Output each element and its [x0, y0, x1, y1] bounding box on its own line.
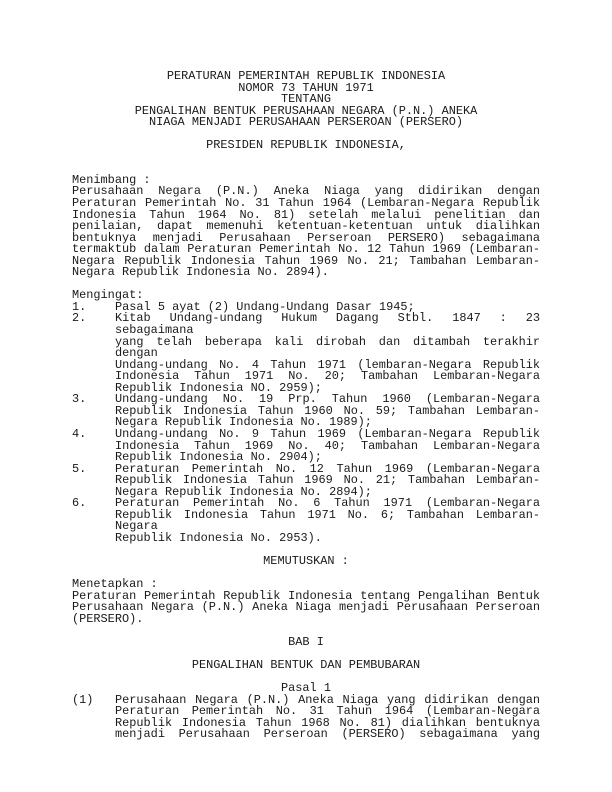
item-line: Republik Indonesia Tahun 1960 No. 59; Tambahan Lembaran-: [115, 403, 540, 418]
document-header: [72, 71, 540, 152]
item-line: Negara Republik Indonesia No. 2894);: [115, 484, 372, 499]
item-line: Negara Republik Indonesia No. 1989);: [115, 415, 372, 430]
menetapkan-line: Peraturan Pemerintah Republik Indonesia tentang Pengalihan Bentuk: [72, 588, 540, 603]
item-line: Republik Indonesia NO. 2959);: [115, 380, 322, 395]
header-line: NIAGA MENJADI PERUSAHAAN PERSEROAN (PERSERO): [149, 115, 463, 130]
mengingat-label: Mengingat:: [72, 288, 144, 303]
item-line: Perusahaan Negara (P.N.) Aneka Niaga yang didirikan dengan: [115, 692, 540, 707]
menimbang-line: bentuknya menjadi Perusahaan Perseroan PERSERO) sebagaimana: [72, 230, 540, 245]
item-line: Republik Indonesia Tahun 1968 No. 81) dialihkan bentuknya: [115, 715, 540, 730]
item-line: Peraturan Pemerintah No. 6 Tahun 1971 (Lembaran-Negara: [115, 496, 540, 511]
item-line: Republik Indonesia Tahun 1969 No. 21; Tambahan Lembaran-: [115, 473, 540, 488]
item-line: Republik Indonesia Tahun 1971 No. 6; Tambahan Lembaran-Negara: [115, 507, 540, 534]
menimbang-line: Negara Republik Indonesia Tahun 1969 No. 21; Tambahan Lembaran-: [72, 253, 540, 268]
menetapkan-line: Perusahaan Negara (P.N.) Aneka Niaga menjadi Perusahaan Perseroan: [72, 600, 540, 615]
memutuskan-heading: MEMUTUSKAN :: [263, 553, 349, 568]
item-line: Indonesia Tahun 1971 No. 20; Tambahan Lembaran-Negara: [115, 369, 540, 384]
item-line: Indonesia Tahun 1969 No. 40; Tambahan Lembaran-Negara: [115, 438, 540, 453]
pasal-title: Pasal 1: [281, 680, 331, 695]
menimbang-label: Menimbang :: [72, 172, 151, 187]
president-heading: PRESIDEN REPUBLIK INDONESIA,: [206, 138, 406, 153]
menimbang-line: Perusahaan Negara (P.N.) Aneka Niaga yang didirikan dengan: [72, 184, 540, 199]
item-number: 4.: [72, 426, 87, 441]
item-line: Pasal 5 ayat (2) Undang-Undang Dasar 1945;: [115, 299, 415, 314]
menimbang-line: Peraturan Pemerintah No. 31 Tahun 1964 (Lembaran-Negara Republik: [72, 196, 540, 211]
menimbang-line: Negara Republik Indonesia No. 2894).: [72, 265, 329, 280]
item-line: menjadi Perusahaan Perseroan (PERSERO) sebagaimana yang: [115, 727, 540, 742]
menetapkan-section: [72, 579, 540, 625]
menimbang-line: termaktub dalam Peraturan Pemerintah No. 12 Tahun 1969 (Lembaran-: [72, 242, 540, 257]
bab-subtitle: PENGALIHAN BENTUK DAN PEMBUBARAN: [191, 657, 421, 672]
menimbang-line: penilaian, dapat memenuhi ketentuan-ketentuan untuk dialihkan: [72, 219, 540, 234]
mengingat-section: [72, 290, 540, 544]
pasal-item-1: [72, 692, 540, 742]
menimbang-section: [72, 172, 540, 280]
header-line: TENTANG: [281, 92, 331, 107]
header-line: PENGALIHAN BENTUK PERUSAHAAN NEGARA (P.N.) ANEKA: [134, 103, 478, 118]
header-line: NOMOR 73 TAHUN 1971: [238, 80, 374, 95]
item-line: Kitab Undang-undang Hukum Dagang Stbl. 1847 : 23 sebagaimana: [115, 311, 540, 338]
item-number: 6.: [72, 496, 87, 511]
item-number: 3.: [72, 392, 87, 407]
item-line: Republik Indonesia No. 2953).: [115, 530, 322, 545]
item-number: 2.: [72, 311, 87, 326]
item-line: Republik Indonesia No. 2904);: [115, 450, 322, 465]
item-line: Undang-undang No. 4 Tahun 1971 (lembaran-Negara Republik: [115, 357, 540, 372]
item-line: yang telah beberapa kali dirobah dan ditambah terakhir dengan: [115, 334, 540, 361]
menetapkan-line: (PERSERO).: [72, 611, 144, 626]
mengingat-item-3: [72, 394, 540, 429]
item-line: Peraturan Pemerintah No. 31 Tahun 1964 (Lembaran-Negara: [115, 704, 540, 719]
bab-title: BAB I: [288, 634, 324, 649]
item-number: 1.: [72, 299, 87, 314]
mengingat-item-5: [72, 461, 540, 499]
menimbang-line: Indonesia Tahun 1964 No. 81) setelah melalui penelitian dan: [72, 207, 540, 222]
item-line: Undang-undang No. 9 Tahun 1969 (Lembaran-Negara Republik: [115, 426, 540, 441]
item-number: 5.: [72, 461, 87, 476]
header-line: PERATURAN PEMERINTAH REPUBLIK INDONESIA: [166, 69, 446, 83]
menetapkan-label: Menetapkan :: [72, 577, 158, 592]
item-line: Peraturan Pemerintah No. 12 Tahun 1969 (Lembaran-Negara: [115, 461, 540, 476]
mengingat-item-6: [72, 498, 540, 544]
document-page: [72, 71, 540, 741]
item-number: (1): [72, 692, 94, 707]
mengingat-item-2: [72, 313, 540, 394]
item-line: Undang-undang No. 19 Prp. Tahun 1960 (Lembaran-Negara: [115, 392, 540, 407]
mengingat-item-4: [72, 426, 540, 465]
